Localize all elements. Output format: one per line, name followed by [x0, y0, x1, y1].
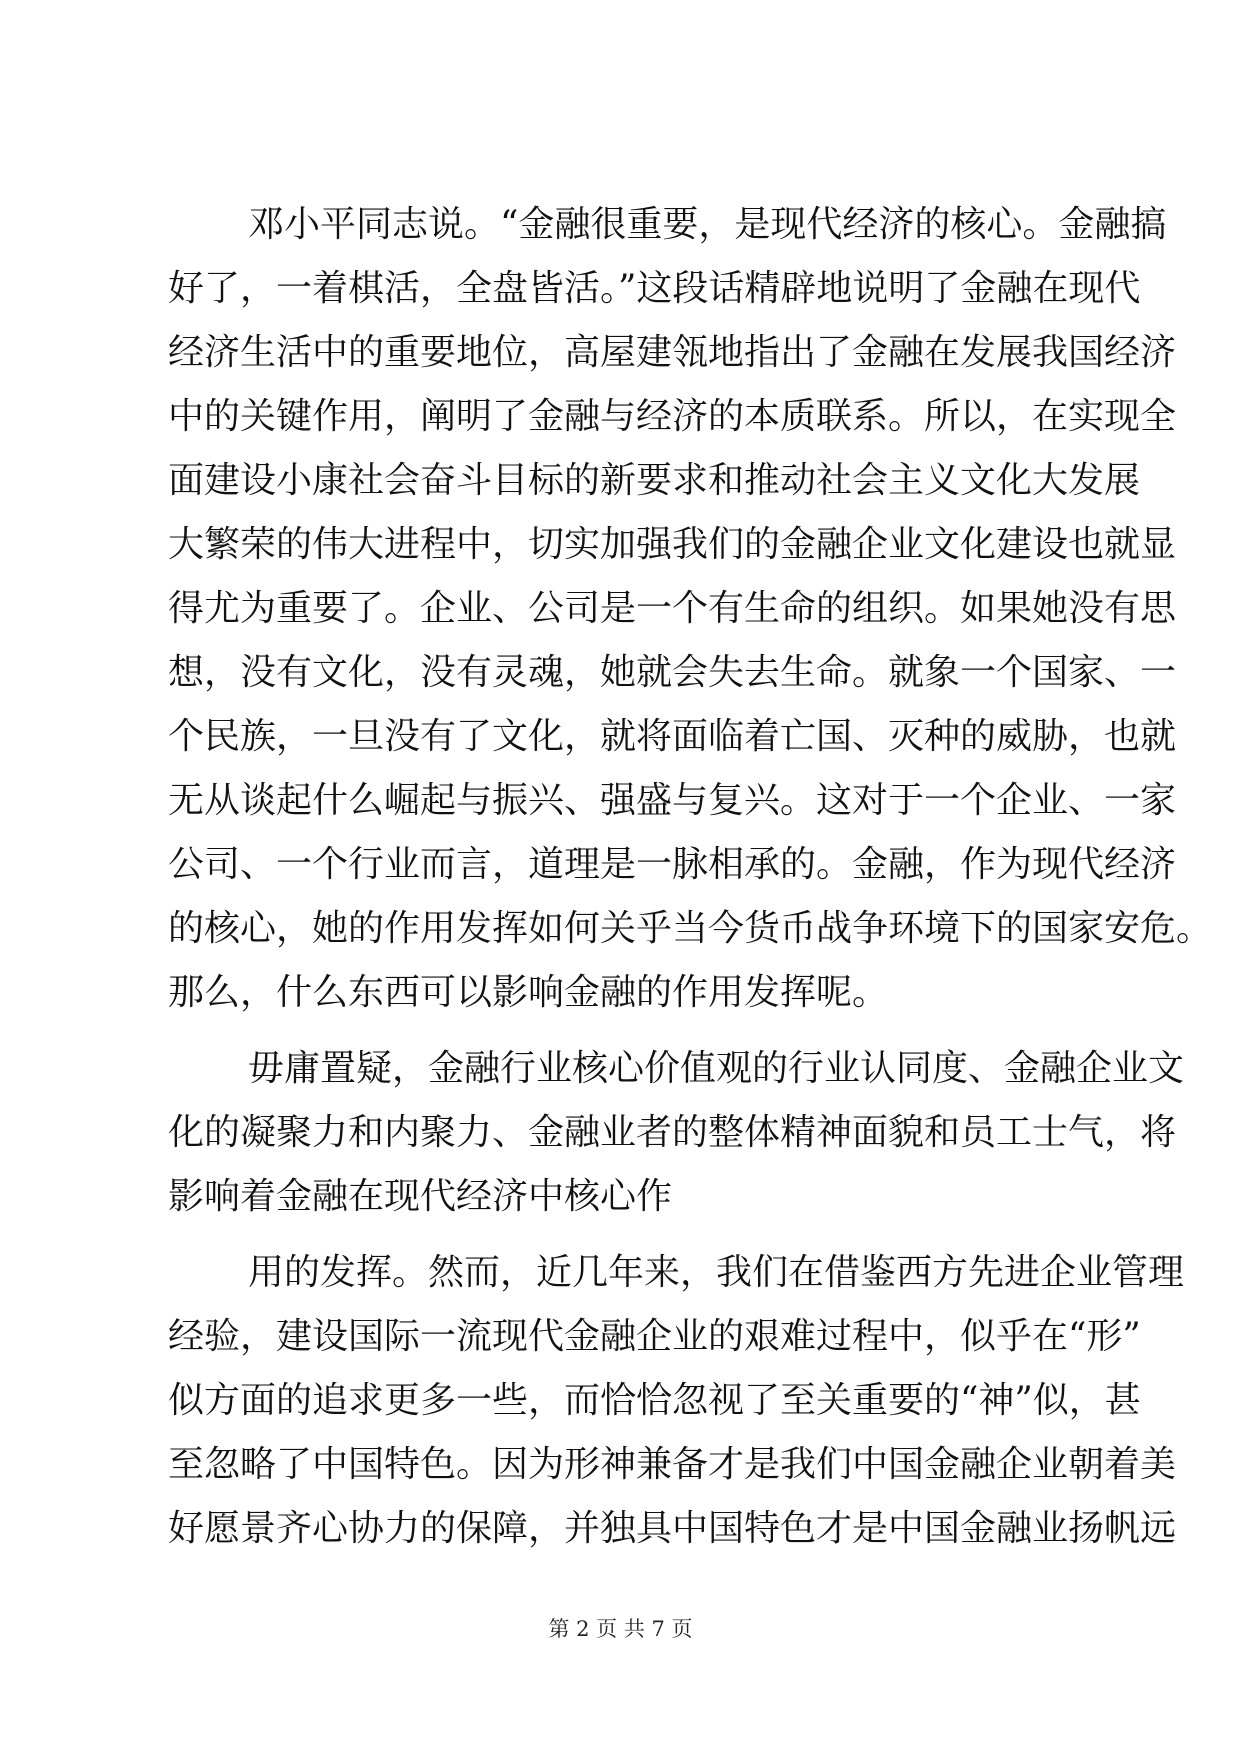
- page-number-footer: 第 2 页 共 7 页: [548, 1617, 693, 1641]
- paragraph-1-line-11: 公司、一个行业而言，道理是一脉相承的。金融，作为现代经济: [168, 844, 1177, 885]
- paragraph-1-line-13: 那么，什么东西可以影响金融的作用发挥呢。: [168, 972, 889, 1013]
- paragraph-1-line-8: 想，没有文化，没有灵魂，她就会失去生命。就象一个国家、一: [168, 652, 1177, 693]
- paragraph-3-line-2: 经验，建设国际一流现代金融企业的艰难过程中，似乎在“形”: [168, 1316, 1141, 1357]
- paragraph-2-line-3: 影响着金融在现代经济中核心作: [168, 1176, 673, 1217]
- paragraph-1-line-2: 好了，一着棋活，全盘皆活。”这段话精辟地说明了金融在现代: [168, 268, 1141, 309]
- paragraph-3-line-4: 至忽略了中国特色。因为形神兼备才是我们中国金融企业朝着美: [168, 1444, 1177, 1485]
- paragraph-3-line-3: 似方面的追求更多一些，而恰恰忽视了至关重要的“神”似，甚: [168, 1380, 1141, 1421]
- paragraph-1-line-12: 的核心，她的作用发挥如何关乎当今货币战争环境下的国家安危。: [168, 908, 1213, 949]
- paragraph-1-line-9: 个民族，一旦没有了文化，就将面临着亡国、灭种的威胁，也就: [168, 716, 1177, 757]
- paragraph-3-line-5: 好愿景齐心协力的保障，并独具中国特色才是中国金融业扬帆远: [168, 1508, 1177, 1549]
- paragraph-2-line-2: 化的凝聚力和内聚力、金融业者的整体精神面貌和员工士气，将: [168, 1112, 1177, 1153]
- paragraph-1-line-10: 无从谈起什么崛起与振兴、强盛与复兴。这对于一个企业、一家: [168, 780, 1177, 821]
- paragraph-3-line-1: 用的发挥。然而，近几年来，我们在借鉴西方先进企业管理: [248, 1252, 1185, 1293]
- paragraph-1-line-1: 邓小平同志说。“金融很重要，是现代经济的核心。金融搞: [248, 204, 1167, 245]
- paragraph-1-line-3: 经济生活中的重要地位，高屋建瓴地指出了金融在发展我国经济: [168, 332, 1177, 373]
- paragraph-1-line-4: 中的关键作用，阐明了金融与经济的本质联系。所以，在实现全: [168, 396, 1177, 437]
- paragraph-1-line-6: 大繁荣的伟大进程中，切实加强我们的金融企业文化建设也就显: [168, 524, 1177, 565]
- paragraph-2-line-1: 毋庸置疑，金融行业核心价值观的行业认同度、金融企业文: [248, 1048, 1185, 1089]
- paragraph-1-line-7: 得尤为重要了。企业、公司是一个有生命的组织。如果她没有思: [168, 588, 1177, 629]
- paragraph-1-line-5: 面建设小康社会奋斗目标的新要求和推动社会主义文化大发展: [168, 460, 1141, 501]
